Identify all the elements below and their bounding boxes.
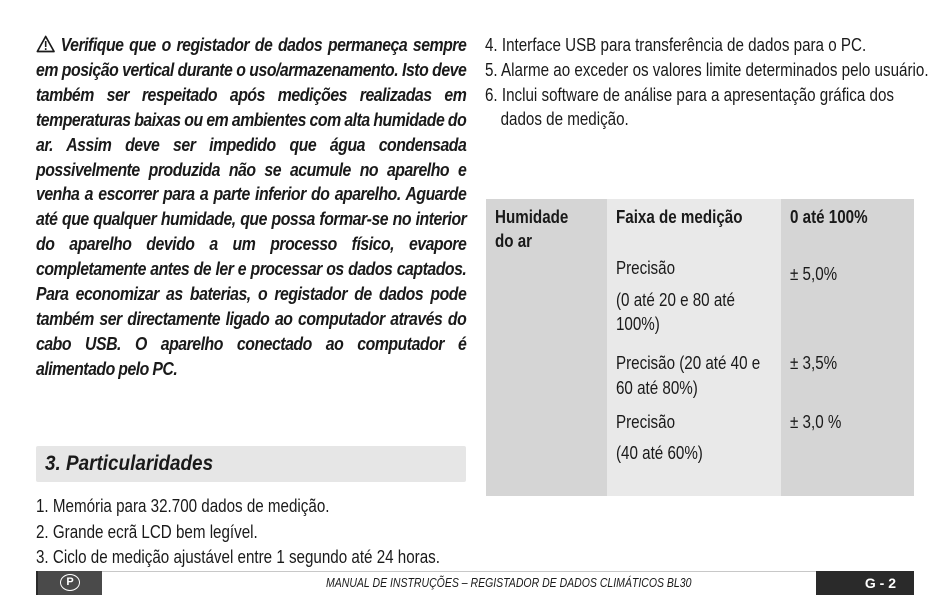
accuracy-label-2-line2: 60 até 80%) xyxy=(616,377,698,398)
footer-title: MANUAL DE INSTRUÇÕES – REGISTADOR DE DADOS CLIMÁTICOS BL30 xyxy=(326,576,692,590)
warning-text: Verifique que o registador de dados permaneça sempre em posição vertical durante o uso/armazenamento. Isto deve também ser respeitado após medições realizadas em temperaturas baixas ou em ambientes com alta humidade do ar. Assim deve ser impedido que água condensada possivelmente produzida não se acumule no aparelho e venha a escorrer para a parte inferior do aparelho. Aguarde até que qualquer humidade, que possa formar-se no interior do aparelho devido a um processo físico, evapore completamente antes de ler e processar os dados captados. Para economizar as baterias, o registador de dados pode também ser directamente ligado ao computador através do cabo USB. O aparelho conectado ao computador é alimentado pelo PC. xyxy=(36,35,467,379)
list-item: 4. Interface USB para transferência de dados para o PC. xyxy=(485,34,867,55)
accuracy-value-3: ± 3,0 % xyxy=(790,411,842,432)
list-item: 2. Grande ecrã LCD bem legível. xyxy=(36,520,258,542)
section-heading xyxy=(36,446,466,482)
language-badge-label: P xyxy=(60,574,80,591)
range-label: Faixa de medição xyxy=(616,206,743,227)
feature-list-right xyxy=(485,33,929,132)
list-item: 3. Ciclo de medição ajustável entre 1 segundo até 24 horas. xyxy=(36,546,440,567)
parameter-name: Humidade xyxy=(495,206,569,227)
page-number: G - 2 xyxy=(864,575,896,591)
warning-paragraph xyxy=(36,33,466,382)
parameter-name-line2: do ar xyxy=(495,230,533,251)
accuracy-condition-1-line2: 100%) xyxy=(616,313,660,334)
section-title: 3. Particularidades xyxy=(45,452,214,475)
accuracy-label-1: Precisão xyxy=(616,257,676,278)
feature-list-left xyxy=(36,493,476,570)
accuracy-value-1: ± 5,0% xyxy=(790,263,838,284)
list-item: 6. Inclui software de análise para a apresentação gráfica dos dados de medição. xyxy=(485,83,895,130)
table-column-value xyxy=(781,199,914,496)
accuracy-value-2: ± 3,5% xyxy=(790,352,838,373)
accuracy-condition-3: (40 até 60%) xyxy=(616,442,703,463)
accuracy-condition-1: (0 até 20 e 80 até xyxy=(616,289,735,310)
language-badge xyxy=(38,571,102,595)
accuracy-label-3: Precisão xyxy=(616,411,676,432)
list-item: 5. Alarme ao exceder os valores limite determinados pelo usuário. xyxy=(485,58,929,80)
spec-table xyxy=(486,199,914,496)
warning-triangle-icon xyxy=(36,35,55,53)
page-footer xyxy=(36,571,914,595)
accuracy-label-2: Precisão (20 até 40 e xyxy=(616,352,761,373)
range-value: 0 até 100% xyxy=(790,206,868,227)
list-item: 1. Memória para 32.700 dados de medição. xyxy=(36,495,330,516)
